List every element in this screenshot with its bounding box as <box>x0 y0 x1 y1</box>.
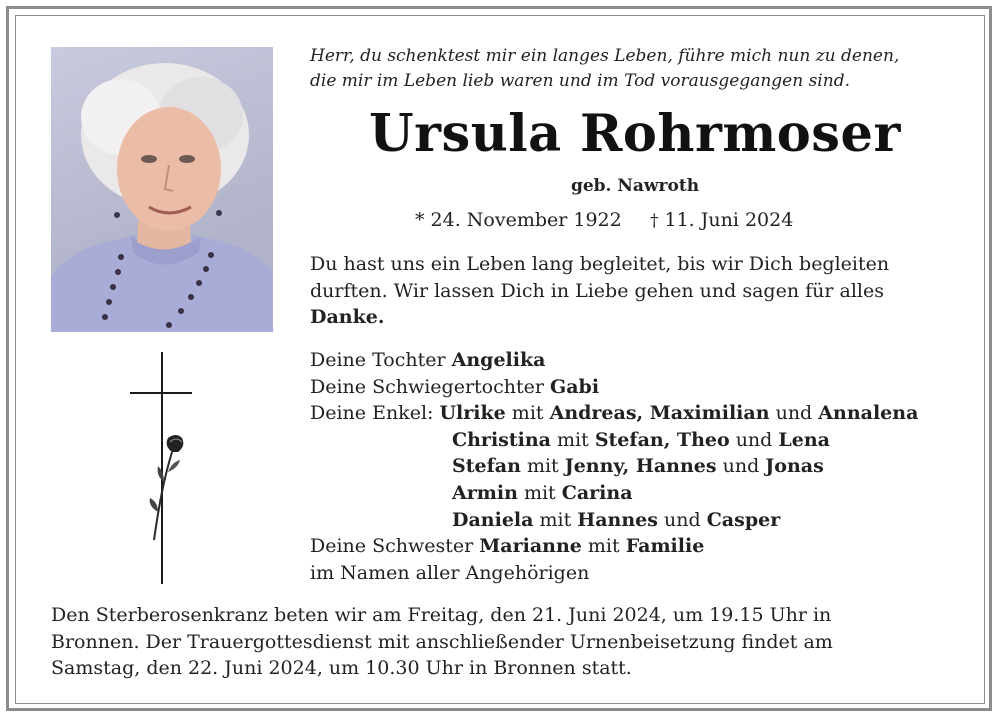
service-info <box>51 602 971 682</box>
mourner-row <box>310 347 990 374</box>
mourner-row <box>310 374 990 401</box>
connector: mit <box>539 508 572 531</box>
motto-verse <box>310 44 960 94</box>
mourner-name: Armin <box>452 481 518 504</box>
closing-line: im Namen aller Angehörigen <box>310 561 590 584</box>
mourner-name: Stefan <box>452 455 521 478</box>
maiden-name: geb. Nawroth <box>570 176 700 196</box>
service-line: Den Sterberosenkranz beten wir am Freitag, den 21. Juni 2024, um 19.15 Uhr in <box>51 604 832 626</box>
mourner-name: Annalena <box>818 402 919 425</box>
message-thanks: Danke. <box>310 306 385 328</box>
death-symbol: † <box>650 211 659 231</box>
mourner-name: Daniela <box>452 508 534 531</box>
message-line: durften. Wir lassen Dich in Liebe gehen und sagen für alles <box>310 279 884 302</box>
relation-label: Deine Tochter <box>310 349 446 371</box>
mourner-row <box>310 453 990 480</box>
connector: mit <box>523 481 556 504</box>
relation-label: Deine Enkel: <box>310 402 434 425</box>
connector: mit <box>511 402 544 425</box>
mourner-row <box>310 507 990 534</box>
connector: mit <box>557 428 589 451</box>
mourner-row <box>310 560 990 587</box>
farewell-message <box>310 251 970 331</box>
portrait-illustration <box>51 47 273 332</box>
message-line: Du hast uns ein Leben lang begleitet, bis wir Dich begleiten <box>310 253 890 275</box>
mourner-name: Lena <box>778 428 830 451</box>
service-line: Samstag, den 22. Juni 2024, um 10.30 Uhr in Bronnen statt. <box>51 657 632 679</box>
connector: und <box>775 402 813 425</box>
cross-with-rose-icon <box>128 352 196 584</box>
death-date-group <box>650 209 793 231</box>
connector: mit <box>587 535 620 558</box>
mourner-name: Ulrike <box>439 402 506 425</box>
service-line: Bronnen. Der Trauergottesdienst mit anschließender Urnenbeisetzung findet am <box>51 630 833 653</box>
connector: und <box>664 508 701 531</box>
mourner-name: Carina <box>561 481 633 504</box>
mourner-row <box>310 427 990 454</box>
relation-label: Deine Schwester <box>310 535 474 558</box>
connector: und <box>735 428 773 451</box>
mourner-row <box>310 400 990 427</box>
mourner-row <box>310 533 990 560</box>
deceased-name: Ursula Rohrmoser <box>369 104 901 164</box>
connector: mit <box>526 455 559 478</box>
mourner-name: Gabi <box>550 375 600 398</box>
birth-date: * 24. November 1922 <box>415 209 622 231</box>
mourner-name: Hannes <box>577 508 658 531</box>
mourner-name: Stefan, Theo <box>594 428 730 451</box>
mourners-list <box>310 347 990 586</box>
mourner-name: Casper <box>706 508 781 531</box>
mourner-name: Marianne <box>479 535 582 558</box>
mourner-name: Jonas <box>765 455 824 478</box>
death-date: 11. Juni 2024 <box>664 209 794 231</box>
motto-line: die mir im Leben lieb waren und im Tod vorausgegangen sind. <box>310 71 850 91</box>
mourner-name: Andreas, Maximilian <box>549 402 770 425</box>
mourner-name: Angelika <box>451 349 546 371</box>
mourner-row <box>310 480 990 507</box>
mourner-name: Jenny, Hannes <box>564 455 717 478</box>
mourner-name: Christina <box>452 428 551 451</box>
mourner-name: Familie <box>625 535 705 558</box>
relation-label: Deine Schwiegertochter <box>310 375 544 398</box>
motto-line: Herr, du schenktest mir ein langes Leben, führe mich nun zu denen, <box>310 46 900 66</box>
connector: und <box>722 455 760 478</box>
portrait-photo <box>51 47 273 332</box>
